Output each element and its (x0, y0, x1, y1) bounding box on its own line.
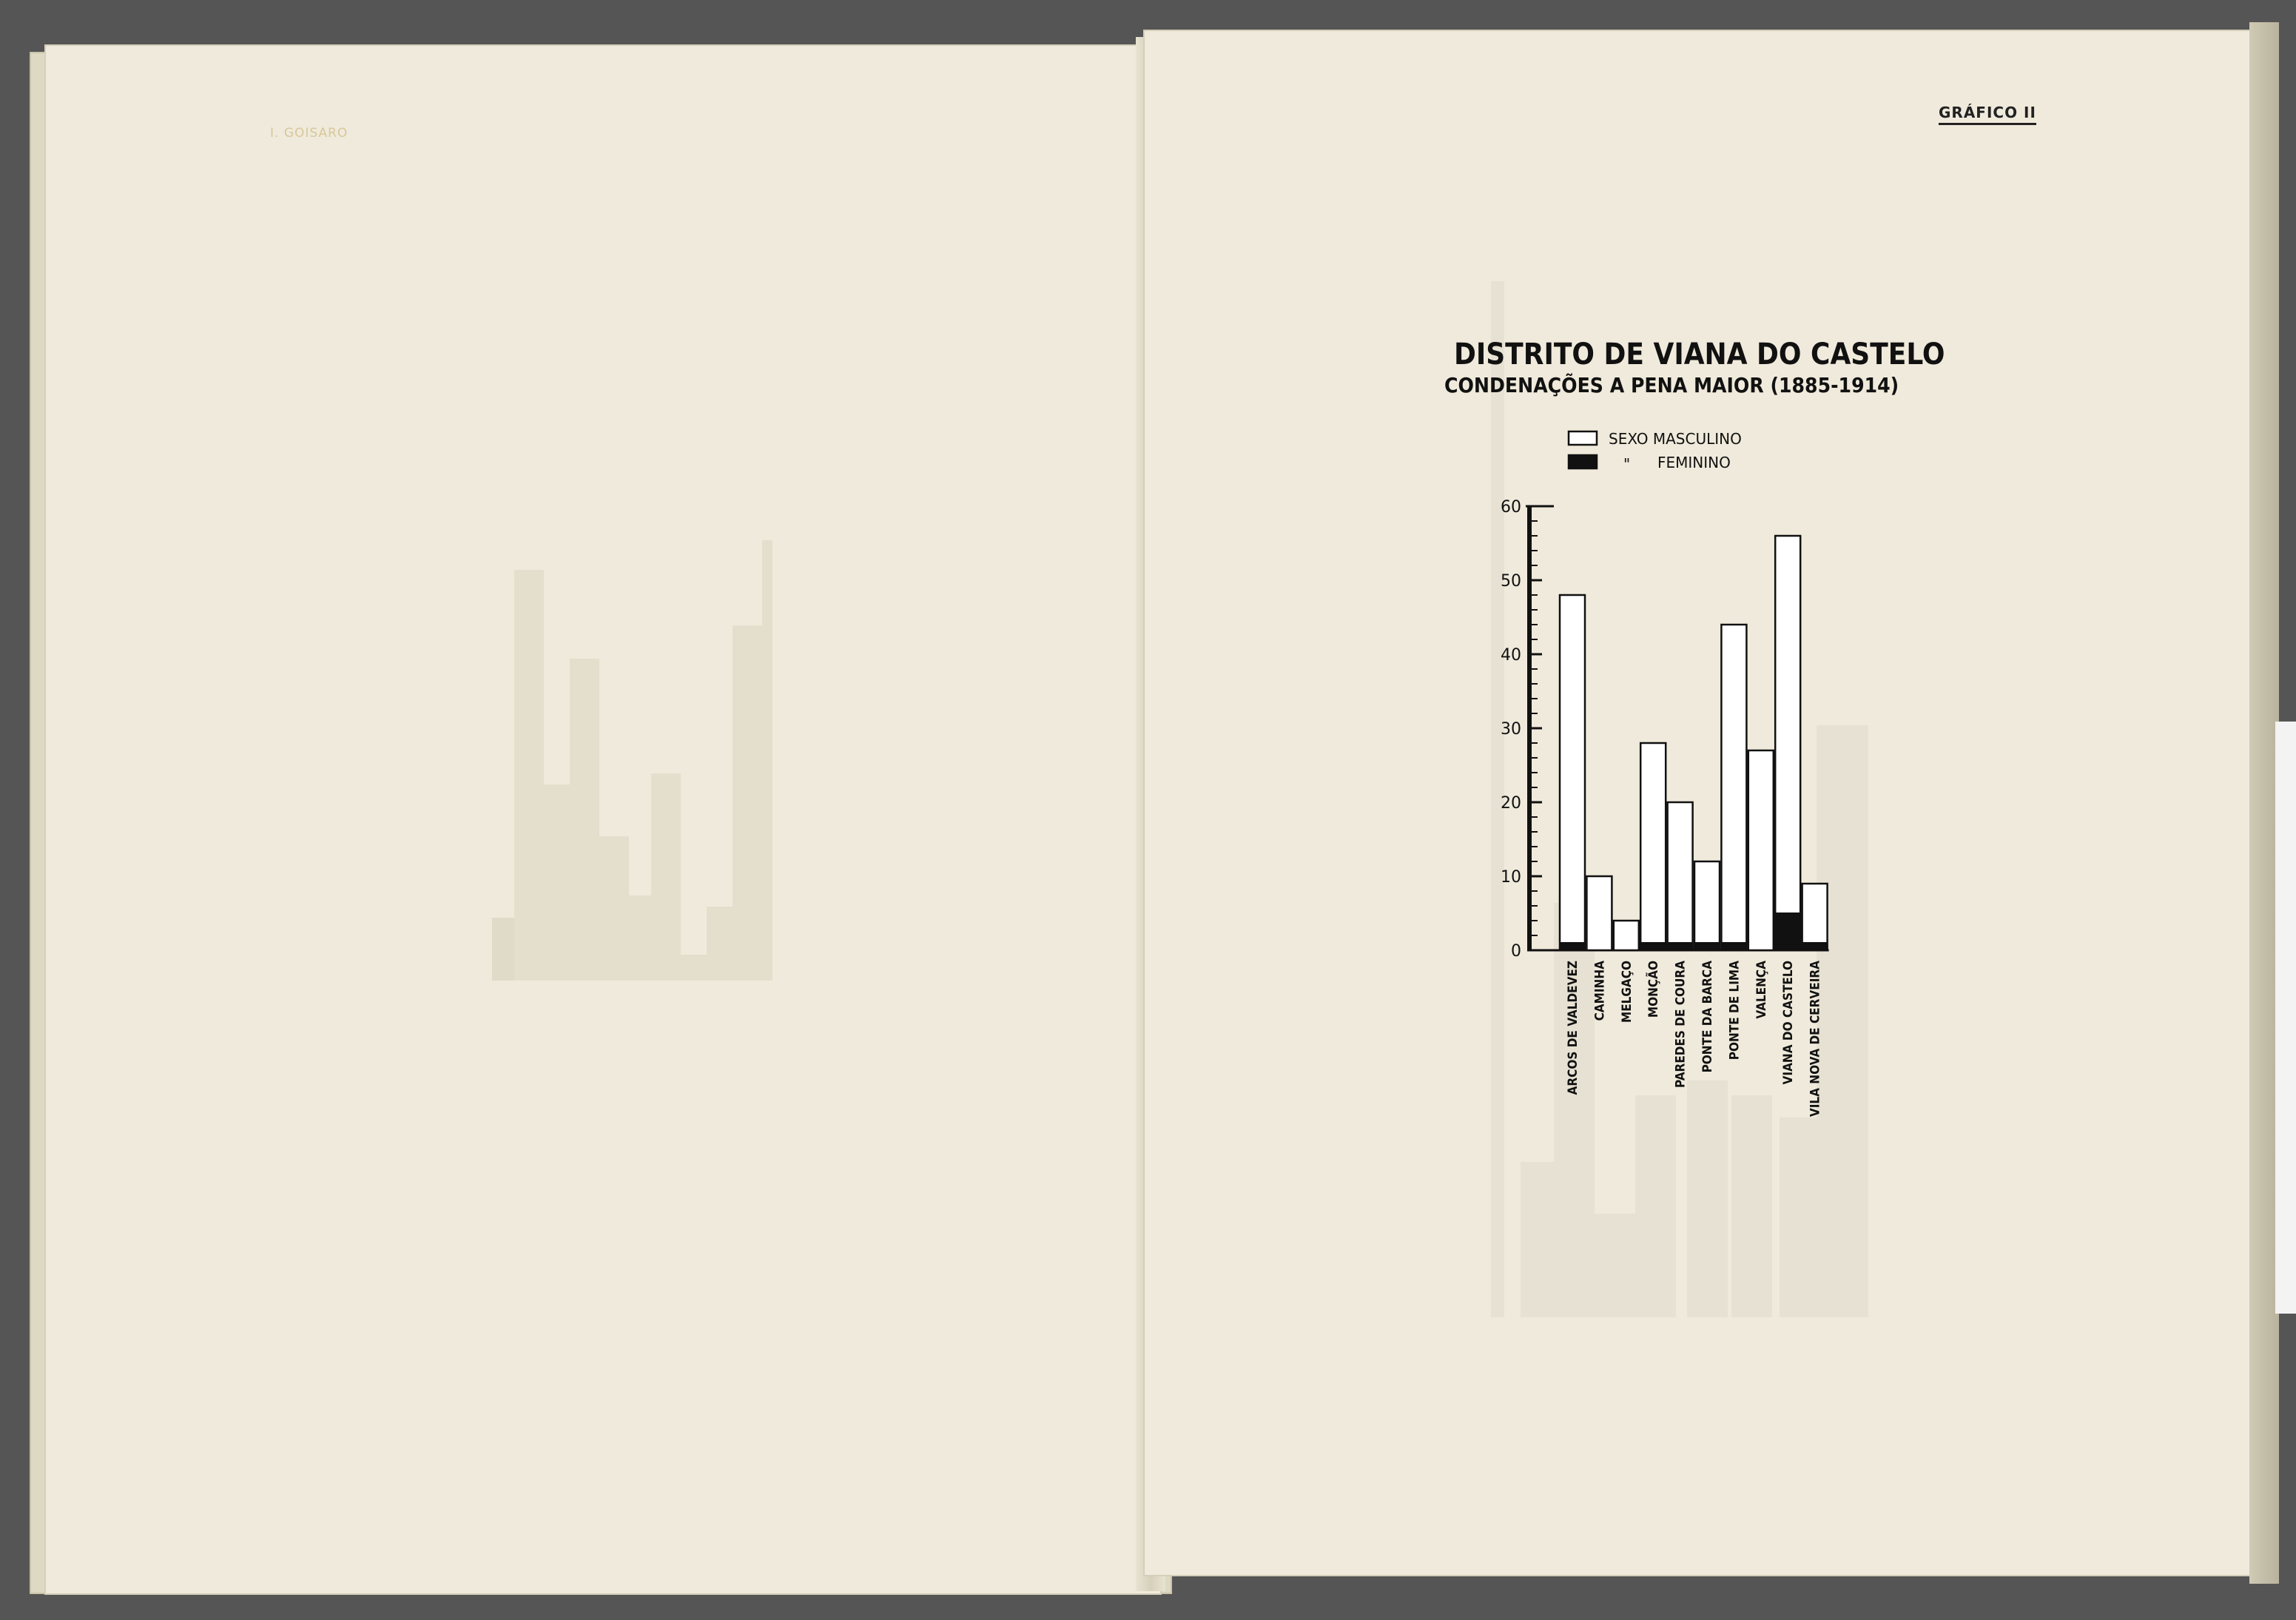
legend-label-masculino: SEXO MASCULINO (1609, 430, 1742, 448)
chart-title: DISTRITO DE VIANA DO CASTELO (1454, 337, 1945, 372)
bar-feminino (1721, 943, 1746, 950)
chart-legend (1569, 430, 1742, 473)
y-tick-label: 30 (1501, 720, 1521, 739)
bar-feminino (1640, 943, 1666, 950)
category-label: PONTE DA BARCA (1700, 961, 1715, 1073)
bar-masculino (1802, 884, 1828, 950)
bar-masculino (1640, 743, 1666, 950)
category-label: PAREDES DE COURA (1673, 961, 1689, 1088)
bar-masculino (1614, 921, 1639, 950)
category-label: VILA NOVA DE CERVEIRA (1808, 961, 1823, 1117)
category-label: PONTE DE LIMA (1727, 961, 1743, 1061)
category-label: ARCOS DE VALDEVEZ (1566, 961, 1580, 1095)
y-tick-label: 40 (1501, 646, 1521, 665)
left-page-show-through (492, 540, 772, 981)
bar-masculino (1748, 750, 1774, 950)
y-tick-label: 0 (1511, 942, 1521, 961)
y-tick-label: 60 (1501, 498, 1521, 517)
bar-masculino (1586, 876, 1612, 950)
left-page-header: I. GOISARO (270, 126, 349, 141)
chart-number-label: GRÁFICO II (1939, 104, 2036, 125)
category-label: MELGAÇO (1619, 961, 1635, 1024)
chart-subtitle: CONDENAÇÕES A PENA MAIOR (1885-1914) (1444, 373, 1899, 397)
y-tick-label: 20 (1501, 794, 1521, 813)
bar-masculino (1721, 625, 1746, 950)
legend-swatch-feminino (1569, 455, 1597, 468)
bar-feminino (1694, 943, 1720, 950)
bar-masculino (1775, 536, 1800, 950)
bar-masculino (1560, 595, 1585, 950)
bar-feminino (1668, 943, 1693, 950)
bar-masculino (1694, 861, 1720, 950)
bar-masculino (1668, 802, 1693, 950)
category-label: VALENÇA (1754, 961, 1769, 1019)
category-label: VIANA DO CASTELO (1781, 961, 1797, 1085)
bar-feminino (1802, 943, 1828, 950)
legend-label-feminino: FEMININO (1657, 454, 1731, 471)
y-tick-label: 10 (1501, 868, 1521, 887)
bar-feminino (1775, 913, 1800, 950)
legend-swatch-masculino (1569, 431, 1597, 445)
category-label: MONÇÃO (1646, 961, 1662, 1018)
bar-feminino (1560, 943, 1585, 950)
bars (1560, 536, 1828, 950)
y-tick-label: 50 (1501, 572, 1521, 591)
category-label: CAMINHA (1592, 961, 1608, 1021)
legend-ditto-mark: " (1623, 455, 1631, 473)
